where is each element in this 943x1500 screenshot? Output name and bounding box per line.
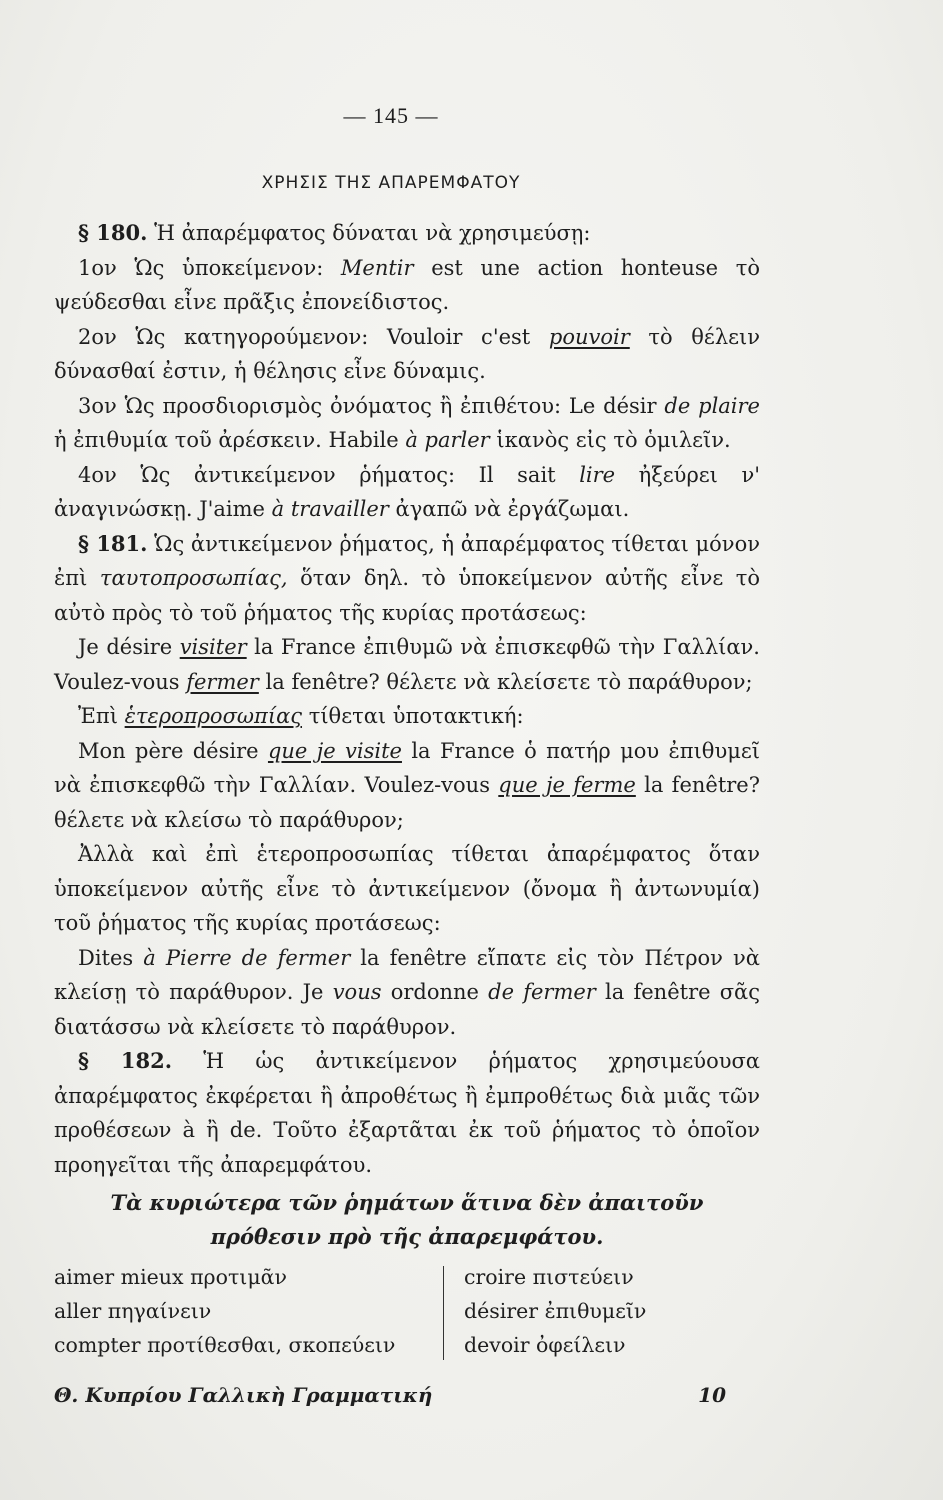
italic-term: pouvoir	[548, 324, 630, 349]
verb-entry: aimer mieux προτιμᾶν	[54, 1265, 287, 1289]
page-number: — 145 —	[343, 103, 439, 128]
section-181	[54, 527, 760, 631]
text-run: ἠξεύρει ν' ἀναγινώσκῃ. J'aime	[54, 462, 760, 521]
text-run: ἱκανὸς εἰς τὸ ὁμιλεῖν.	[496, 428, 731, 452]
text-run: τὸ θέλειν δύνασθαί ἐστιν, ἡ θέλησις εἶνε δύναμις.	[54, 324, 761, 383]
list-item	[54, 320, 760, 389]
italic-term: Mentir	[340, 255, 414, 280]
section-180	[54, 216, 760, 251]
verb-entry: désirer ἐπιθυμεῖν	[464, 1299, 647, 1323]
text-run: la France ὁ πατήρ μου ἐπιθυμεῖ νὰ ἐπισκεφθῶ τὴν Γαλλίαν. Voulez-vous	[54, 738, 760, 797]
text-run: 2ον Ὡς κατηγορούμενον: Vouloir c'est	[78, 324, 531, 349]
verb-table-title	[54, 1186, 760, 1254]
text-run: Je désire	[78, 635, 173, 659]
italic-term: lire	[579, 462, 616, 487]
verb-table-title-line: Τὰ κυριώτερα τῶν ῥημάτων ἅτινα δὲν ἀπαιτοῦν	[110, 1190, 704, 1215]
example-1	[54, 630, 760, 699]
verb-entry: devoir ὀφείλειν	[464, 1333, 626, 1357]
book-title: Θ. Κυπρίου Γαλλικὴ Γραμματική	[54, 1383, 433, 1407]
paragraph-text: Ἡ ἀπαρέμφατος δύναται νὰ χρησιμεύσῃ:	[154, 221, 591, 245]
verb-entry: aller πηγαίνειν	[54, 1299, 212, 1323]
italic-term: de fermer	[488, 980, 596, 1004]
also-paragraph	[54, 837, 760, 941]
page-body	[54, 216, 760, 1362]
text-run: Ἀλλὰ καὶ ἐπὶ ἑτεροπροσωπίας τίθεται ἀπαρέμφατος ὅταν ὑποκείμενον αὐτῆς εἶνε τὸ ἀντικείμενον (ὄνομα ἢ ἀντωνυμία) τοῦ ῥήματος τῆς κυρίας προτάσεως:	[54, 842, 760, 935]
italic-term: ἑτεροπροσωπίας	[124, 704, 303, 728]
verb-column-right	[444, 1260, 646, 1362]
text-run: Ὡς ἀντικείμενον ῥήματος, ἡ ἀπαρέμφατος τίθεται μόνον ἐπὶ	[54, 531, 760, 590]
italic-term: que je visite	[267, 738, 402, 763]
italic-term: visiter	[179, 635, 247, 659]
text-run: ἡ ἐπιθυμία τοῦ ἀρέσκειν. Habile	[54, 428, 399, 452]
italic-term: à parler	[405, 428, 490, 452]
text-run: ἀγαπῶ νὰ ἐργάζωμαι.	[395, 497, 630, 521]
hetero-note	[54, 699, 760, 734]
text-run: 4ον Ὡς ἀντικείμενον ῥήματος: Il sait	[78, 462, 556, 487]
text-run: la fenêtre? θέλετε νὰ κλείσετε τὸ παράθυρον;	[265, 669, 753, 694]
page-footer	[54, 1383, 726, 1407]
text-run: la fenêtre σᾶς διατάσσω νὰ κλείσετε τὸ παράθυρον.	[54, 980, 760, 1039]
verb-entry: croire πιστεύειν	[464, 1265, 634, 1289]
text-run: Ἐπὶ	[78, 704, 118, 728]
paragraph-text: Ἡ ὡς ἀντικείμενον ῥήματος χρησιμεύουσα ἀπαρέμφατος ἐκφέρεται ἢ ἀπροθέτως ἢ ἐμπροθέτως διὰ μιᾶς τῶν προθέσεων à ἢ de. Τοῦτο ἐξαρτᾶται ἐκ τοῦ ῥήματος τὸ ὁποῖον προηγεῖται τῆς ἀπαρεμφάτου.	[54, 1049, 760, 1177]
text-run: τίθεται ὑποτακτική:	[308, 704, 524, 728]
chapter-title: ΧΡΗΣΙΣ ΤΗΣ ΑΠΑΡΕΜΦΑΤΟΥ	[261, 173, 521, 193]
text-run: Dites	[78, 945, 134, 970]
verb-column-left	[54, 1260, 443, 1362]
text-run: la fenêtre εἴπατε εἰς τὸν Πέτρον νὰ κλείσῃ τὸ παράθυρον. Je	[54, 945, 760, 1004]
section-number: § 182.	[78, 1048, 173, 1073]
text-run: 1ον Ὡς ὑποκείμενον:	[78, 255, 324, 280]
text-run: ordonne	[390, 980, 479, 1004]
text-run: la France ἐπιθυμῶ νὰ ἐπισκεφθῶ τὴν Γαλλίαν. Voulez-vous	[54, 635, 760, 694]
list-item	[54, 458, 760, 527]
list-item	[54, 251, 760, 320]
italic-term: vous	[332, 980, 382, 1004]
text-run: la fenêtre? θέλετε νὰ κλείσω τὸ παράθυρον;	[54, 773, 760, 832]
example-3	[54, 941, 760, 1045]
text-run: Mon père désire	[78, 738, 259, 763]
italic-term: que je ferme	[498, 773, 636, 797]
italic-term: de plaire	[664, 393, 760, 418]
verb-entry: compter προτίθεσθαι, σκοπεύειν	[54, 1333, 396, 1357]
italic-term: à Pierre de fermer	[143, 945, 351, 970]
italic-term: fermer	[186, 669, 259, 694]
verb-table-title-line: πρόθεσιν πρὸ τῆς ἀπαρεμφάτου.	[210, 1224, 604, 1249]
signature-mark: 10	[698, 1383, 726, 1407]
text-run: 3ον Ὡς προσδιορισμὸς ὀνόματος ἢ ἐπιθέτου: Le désir	[78, 393, 657, 418]
italic-term: à travailler	[271, 497, 389, 521]
list-item	[54, 389, 760, 458]
section-number: § 180.	[78, 220, 148, 245]
text-run: ὅταν δηλ. τὸ ὑποκείμενον αὐτῆς εἶνε τὸ αὐτὸ πρὸς τὸ τοῦ ῥήματος τῆς κυρίας προτάσεως:	[54, 566, 760, 625]
section-number: § 181.	[78, 530, 148, 556]
example-2	[54, 734, 760, 838]
text-run: est une action honteuse τὸ ψεύδεσθαι εἶνε πρᾶξις ἐπονείδιστος.	[54, 255, 760, 314]
verb-table	[54, 1260, 760, 1362]
section-182	[54, 1044, 760, 1182]
italic-term: ταυτοπροσωπίας,	[99, 566, 288, 590]
